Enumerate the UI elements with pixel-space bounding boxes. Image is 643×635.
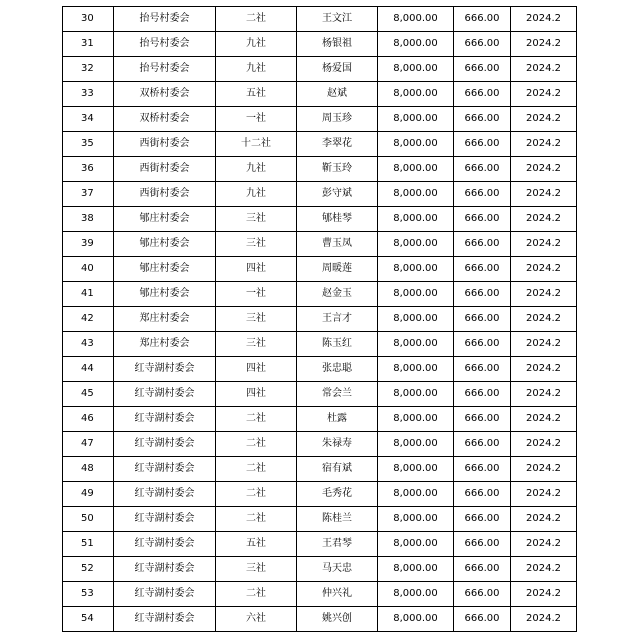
village-committee-cell: 郇庄村委会 [114,207,216,232]
monthly-amount-cell: 666.00 [454,107,511,132]
date-cell: 2024.2 [511,332,577,357]
data-table [62,6,577,632]
person-name-cell: 彭守斌 [297,182,378,207]
village-committee-cell: 抬号村委会 [114,7,216,32]
village-committee-cell: 红寺湖村委会 [114,507,216,532]
person-name-cell: 毛秀花 [297,482,378,507]
date-cell: 2024.2 [511,132,577,157]
monthly-amount-cell: 666.00 [454,132,511,157]
person-name-cell: 杨爱国 [297,57,378,82]
person-name-cell: 张忠聪 [297,357,378,382]
village-group-cell: 五社 [216,532,297,557]
monthly-amount-cell: 666.00 [454,232,511,257]
date-cell: 2024.2 [511,307,577,332]
village-committee-cell: 红寺湖村委会 [114,407,216,432]
village-committee-cell: 郇庄村委会 [114,232,216,257]
amount-cell: 8,000.00 [378,307,454,332]
table-row [63,182,577,207]
amount-cell: 8,000.00 [378,132,454,157]
table-row [63,257,577,282]
monthly-amount-cell: 666.00 [454,382,511,407]
village-group-cell: 二社 [216,432,297,457]
date-cell: 2024.2 [511,532,577,557]
person-name-cell: 陈玉红 [297,332,378,357]
table-row [63,382,577,407]
table-row [63,507,577,532]
amount-cell: 8,000.00 [378,532,454,557]
village-committee-cell: 西街村委会 [114,182,216,207]
date-cell: 2024.2 [511,57,577,82]
row-number-cell: 44 [63,357,114,382]
date-cell: 2024.2 [511,407,577,432]
date-cell: 2024.2 [511,157,577,182]
row-number-cell: 39 [63,232,114,257]
amount-cell: 8,000.00 [378,232,454,257]
village-group-cell: 三社 [216,207,297,232]
amount-cell: 8,000.00 [378,32,454,57]
date-cell: 2024.2 [511,282,577,307]
row-number-cell: 41 [63,282,114,307]
person-name-cell: 王君琴 [297,532,378,557]
person-name-cell: 郇桂琴 [297,207,378,232]
table-row [63,157,577,182]
village-committee-cell: 抬号村委会 [114,57,216,82]
monthly-amount-cell: 666.00 [454,32,511,57]
village-committee-cell: 西街村委会 [114,132,216,157]
amount-cell: 8,000.00 [378,557,454,582]
monthly-amount-cell: 666.00 [454,257,511,282]
village-committee-cell: 郑庄村委会 [114,332,216,357]
amount-cell: 8,000.00 [378,432,454,457]
table-row [63,107,577,132]
date-cell: 2024.2 [511,207,577,232]
date-cell: 2024.2 [511,382,577,407]
monthly-amount-cell: 666.00 [454,157,511,182]
person-name-cell: 李翠花 [297,132,378,157]
table-row [63,232,577,257]
amount-cell: 8,000.00 [378,382,454,407]
amount-cell: 8,000.00 [378,607,454,632]
table-row [63,407,577,432]
person-name-cell: 杨银祖 [297,32,378,57]
person-name-cell: 马天忠 [297,557,378,582]
village-committee-cell: 郑庄村委会 [114,307,216,332]
village-group-cell: 三社 [216,232,297,257]
village-group-cell: 三社 [216,307,297,332]
date-cell: 2024.2 [511,432,577,457]
village-group-cell: 二社 [216,457,297,482]
date-cell: 2024.2 [511,257,577,282]
village-group-cell: 九社 [216,157,297,182]
table-row [63,607,577,632]
village-committee-cell: 红寺湖村委会 [114,582,216,607]
date-cell: 2024.2 [511,32,577,57]
amount-cell: 8,000.00 [378,82,454,107]
table-row [63,207,577,232]
person-name-cell: 赵金玉 [297,282,378,307]
person-name-cell: 王文江 [297,7,378,32]
monthly-amount-cell: 666.00 [454,332,511,357]
person-name-cell: 曹玉凤 [297,232,378,257]
date-cell: 2024.2 [511,7,577,32]
village-committee-cell: 红寺湖村委会 [114,532,216,557]
table-row [63,7,577,32]
row-number-cell: 49 [63,482,114,507]
village-group-cell: 四社 [216,257,297,282]
row-number-cell: 40 [63,257,114,282]
monthly-amount-cell: 666.00 [454,207,511,232]
monthly-amount-cell: 666.00 [454,82,511,107]
monthly-amount-cell: 666.00 [454,307,511,332]
village-committee-cell: 红寺湖村委会 [114,432,216,457]
village-group-cell: 四社 [216,382,297,407]
row-number-cell: 38 [63,207,114,232]
village-committee-cell: 红寺湖村委会 [114,482,216,507]
monthly-amount-cell: 666.00 [454,482,511,507]
village-committee-cell: 红寺湖村委会 [114,457,216,482]
monthly-amount-cell: 666.00 [454,532,511,557]
table-row [63,357,577,382]
person-name-cell: 朱禄寿 [297,432,378,457]
row-number-cell: 52 [63,557,114,582]
row-number-cell: 30 [63,7,114,32]
row-number-cell: 51 [63,532,114,557]
date-cell: 2024.2 [511,557,577,582]
table-row [63,57,577,82]
row-number-cell: 35 [63,132,114,157]
village-group-cell: 二社 [216,507,297,532]
village-committee-cell: 双桥村委会 [114,107,216,132]
table-row [63,307,577,332]
table-row [63,332,577,357]
monthly-amount-cell: 666.00 [454,357,511,382]
row-number-cell: 54 [63,607,114,632]
village-committee-cell: 郇庄村委会 [114,282,216,307]
village-group-cell: 四社 [216,357,297,382]
amount-cell: 8,000.00 [378,7,454,32]
monthly-amount-cell: 666.00 [454,407,511,432]
row-number-cell: 47 [63,432,114,457]
date-cell: 2024.2 [511,507,577,532]
row-number-cell: 32 [63,57,114,82]
monthly-amount-cell: 666.00 [454,607,511,632]
date-cell: 2024.2 [511,482,577,507]
monthly-amount-cell: 666.00 [454,432,511,457]
row-number-cell: 34 [63,107,114,132]
amount-cell: 8,000.00 [378,357,454,382]
amount-cell: 8,000.00 [378,107,454,132]
person-name-cell: 王言才 [297,307,378,332]
subsidy-table [62,6,576,632]
amount-cell: 8,000.00 [378,282,454,307]
monthly-amount-cell: 666.00 [454,57,511,82]
person-name-cell: 仲兴礼 [297,582,378,607]
monthly-amount-cell: 666.00 [454,582,511,607]
person-name-cell: 姚兴创 [297,607,378,632]
date-cell: 2024.2 [511,357,577,382]
row-number-cell: 33 [63,82,114,107]
row-number-cell: 36 [63,157,114,182]
person-name-cell: 常会兰 [297,382,378,407]
monthly-amount-cell: 666.00 [454,7,511,32]
amount-cell: 8,000.00 [378,457,454,482]
table-row [63,482,577,507]
date-cell: 2024.2 [511,607,577,632]
village-group-cell: 九社 [216,57,297,82]
row-number-cell: 53 [63,582,114,607]
person-name-cell: 杜露 [297,407,378,432]
village-group-cell: 十二社 [216,132,297,157]
amount-cell: 8,000.00 [378,332,454,357]
row-number-cell: 31 [63,32,114,57]
row-number-cell: 43 [63,332,114,357]
table-body [63,7,577,632]
monthly-amount-cell: 666.00 [454,507,511,532]
monthly-amount-cell: 666.00 [454,282,511,307]
village-group-cell: 一社 [216,107,297,132]
village-committee-cell: 红寺湖村委会 [114,382,216,407]
amount-cell: 8,000.00 [378,582,454,607]
monthly-amount-cell: 666.00 [454,182,511,207]
amount-cell: 8,000.00 [378,482,454,507]
monthly-amount-cell: 666.00 [454,557,511,582]
table-row [63,282,577,307]
village-group-cell: 九社 [216,32,297,57]
village-group-cell: 三社 [216,332,297,357]
village-committee-cell: 西街村委会 [114,157,216,182]
person-name-cell: 陈桂兰 [297,507,378,532]
row-number-cell: 45 [63,382,114,407]
monthly-amount-cell: 666.00 [454,457,511,482]
person-name-cell: 宿有斌 [297,457,378,482]
amount-cell: 8,000.00 [378,507,454,532]
date-cell: 2024.2 [511,82,577,107]
person-name-cell: 周玉珍 [297,107,378,132]
amount-cell: 8,000.00 [378,407,454,432]
person-name-cell: 靳玉玲 [297,157,378,182]
village-committee-cell: 红寺湖村委会 [114,557,216,582]
table-row [63,32,577,57]
amount-cell: 8,000.00 [378,57,454,82]
date-cell: 2024.2 [511,232,577,257]
table-row [63,432,577,457]
village-group-cell: 二社 [216,7,297,32]
table-row [63,457,577,482]
village-group-cell: 二社 [216,582,297,607]
village-group-cell: 一社 [216,282,297,307]
village-group-cell: 二社 [216,482,297,507]
village-committee-cell: 郇庄村委会 [114,257,216,282]
table-row [63,582,577,607]
village-group-cell: 三社 [216,557,297,582]
village-committee-cell: 红寺湖村委会 [114,607,216,632]
amount-cell: 8,000.00 [378,257,454,282]
village-group-cell: 五社 [216,82,297,107]
village-committee-cell: 双桥村委会 [114,82,216,107]
table-row [63,132,577,157]
date-cell: 2024.2 [511,457,577,482]
date-cell: 2024.2 [511,182,577,207]
amount-cell: 8,000.00 [378,207,454,232]
village-committee-cell: 抬号村委会 [114,32,216,57]
village-group-cell: 六社 [216,607,297,632]
person-name-cell: 赵斌 [297,82,378,107]
date-cell: 2024.2 [511,582,577,607]
village-committee-cell: 红寺湖村委会 [114,357,216,382]
row-number-cell: 46 [63,407,114,432]
row-number-cell: 48 [63,457,114,482]
table-row [63,557,577,582]
row-number-cell: 42 [63,307,114,332]
row-number-cell: 50 [63,507,114,532]
row-number-cell: 37 [63,182,114,207]
amount-cell: 8,000.00 [378,157,454,182]
village-group-cell: 二社 [216,407,297,432]
date-cell: 2024.2 [511,107,577,132]
village-group-cell: 九社 [216,182,297,207]
person-name-cell: 周暖莲 [297,257,378,282]
table-row [63,82,577,107]
table-row [63,532,577,557]
amount-cell: 8,000.00 [378,182,454,207]
